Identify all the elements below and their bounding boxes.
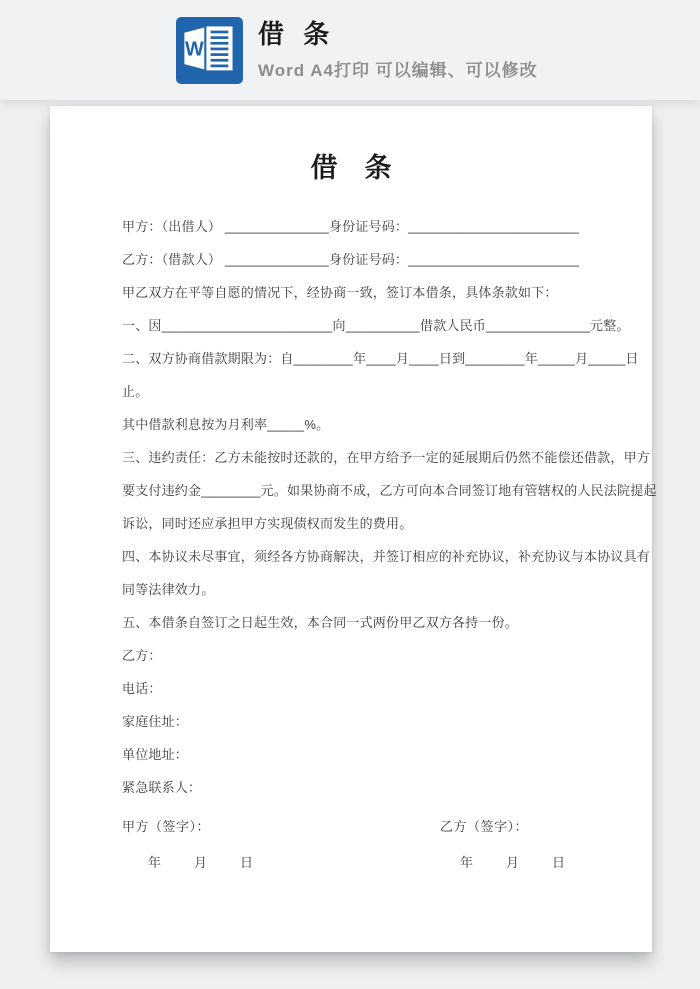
document-line: 紧急联系人：	[122, 780, 202, 795]
month-label: 月	[194, 855, 208, 870]
document-line: 要支付违约金________元。如果协商不成，乙方可向本合同签订地有管辖权的人民法院提起	[122, 483, 657, 498]
document-page	[50, 106, 657, 952]
header-title: 借 条	[258, 18, 336, 49]
header-subtitle: Word A4打印 可以编辑、可以修改	[258, 60, 538, 80]
word-icon	[176, 17, 243, 84]
document-line: 单位地址：	[122, 747, 189, 762]
document-line: 止。	[122, 384, 149, 399]
party-a-date-line	[122, 852, 440, 871]
document-line: 三、违约责任：乙方未能按时还款的，在甲方给予一定的延展期后仍然不能偿还借款，甲方	[122, 450, 651, 465]
party-a-signature-block	[122, 816, 440, 871]
header-text	[258, 20, 538, 81]
document-line: 诉讼，同时还应承担甲方实现债权而发生的费用。	[122, 516, 413, 531]
document-title: 借 条	[310, 153, 392, 183]
document-line: 甲乙双方在平等自愿的情况下，经协商一致，签订本借条，具体条款如下：	[122, 285, 558, 300]
document-line: 乙方：	[122, 648, 162, 663]
document-body	[50, 217, 657, 798]
document-line: 电话：	[122, 681, 162, 696]
header	[0, 0, 700, 100]
document-line: 甲方：（出借人） ______________身份证号码：_______________________	[122, 219, 580, 234]
month-label: 月	[506, 855, 520, 870]
document-line: 乙方：（借款人） ______________身份证号码：_______________________	[122, 252, 580, 267]
document-line: 四、本协议未尽事宜，须经各方协商解决，并签订相应的补充协议，补充协议与本协议具有	[122, 549, 651, 564]
party-b-signature-block	[440, 816, 616, 871]
day-label: 日	[240, 855, 254, 870]
document-line: 二、双方协商借款期限为：自________年____月____日到________年_____月_____日	[122, 351, 639, 366]
svg-text:W: W	[184, 38, 204, 61]
document-line: 同等法律效力。	[122, 582, 215, 597]
party-a-signature-label: 甲方（签字）：	[122, 819, 211, 834]
party-b-signature-label: 乙方（签字）：	[440, 819, 529, 834]
year-label: 年	[148, 855, 162, 870]
document-line: 其中借款利息按为月利率_____%。	[122, 417, 330, 432]
document-line: 五、本借条自签订之日起生效，本合同一式两份甲乙双方各持一份。	[122, 615, 519, 630]
document-line: 一、因_______________________向__________借款人民币______________元整。	[122, 318, 630, 333]
signature-row	[50, 816, 652, 871]
year-label: 年	[460, 855, 474, 870]
document-line: 家庭住址：	[122, 714, 189, 729]
day-label: 日	[552, 855, 566, 870]
party-b-date-line	[440, 852, 616, 871]
header-content	[176, 17, 538, 84]
